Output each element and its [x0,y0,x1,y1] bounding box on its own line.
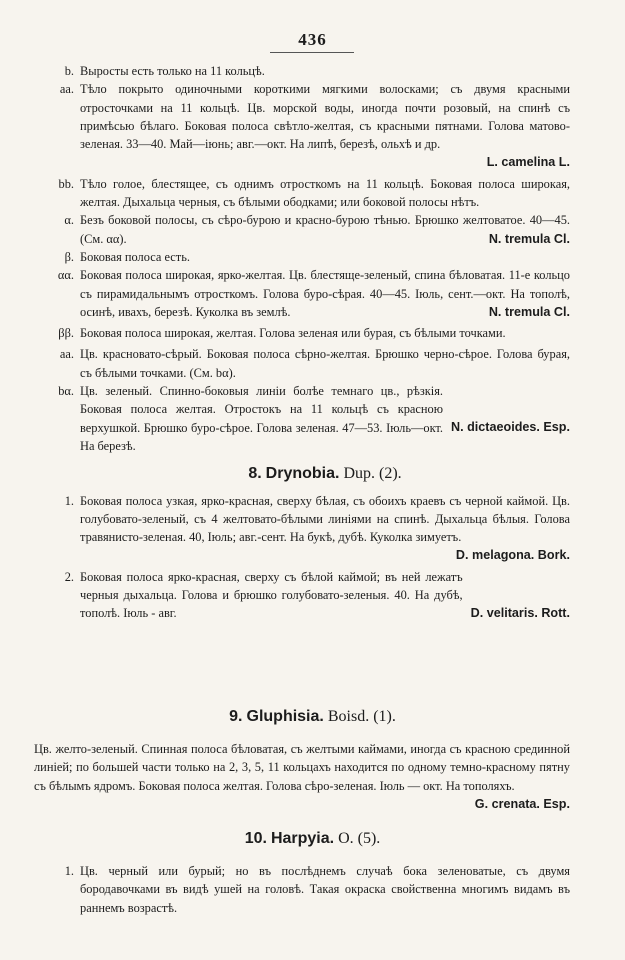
key-text: Выросты есть только на 11 кольцѣ. [80,64,265,78]
key-label: 2. [64,569,74,584]
key-text: Боковая полоса широкая, желтая. Голова зеленая или бурая, съ бѣлыми точками. [80,326,506,341]
key-label: aa. [59,347,74,362]
key-entry-beta [64,248,570,266]
genus-heading-harpyia [0,830,625,848]
species-name: N. dictaeoides. Esp. [451,420,570,435]
key-text: Боковая полоса широкая, ярко-желтая. Цв. блестяще-зеленый, спина бѣловатая. 11-е кольцо съ пирамидальнымъ отросткомъ. Голова буро-сѣрая. 40—45. Іюль, сент.—окт. На тополѣ, осинѣ, ивахъ, березѣ. Куколка въ землѣ. [80,268,570,319]
species-name: D. melagona. Bork. [455,548,570,563]
species-name: N. tremula Cl. [488,231,570,246]
genus-number: 8. [248,465,262,483]
key-label: bα. [58,384,74,399]
drynobia-entry-2 [64,568,570,623]
page-body [57,62,570,623]
key-label: b. [64,64,74,78]
key-text: Боковая полоса есть. [80,249,190,264]
key-label: 1. [64,493,74,508]
key-label: bb. [58,176,74,191]
key-label: 1. [64,864,74,878]
genus-author: Boisd. (1). [327,708,396,725]
key-label: ββ. [58,326,74,341]
species-name: G. crenata. Esp. [474,796,570,811]
key-text: Безъ боковой полосы, съ сѣро-бурою и красно-бурою тѣнью. Брюшко желтоватое. 40—45. (См. αα). [80,213,570,246]
species-name: L. camelina L. [486,155,570,170]
key-text: Боковая полоса ярко-красная, сверху съ бѣлой каймой; въ ней лежатъ черныя дыхальца. Голова и брюшко голубовато-зеленыя. 40. На дубѣ, тополѣ. Іюль - авг. [80,569,463,621]
key-entry-beta-beta [58,324,570,342]
key-entry-bb [58,175,570,212]
harpyia-body [64,862,570,917]
species-name: D. velitaris. Rott. [470,605,570,620]
page-number-rule [270,52,354,53]
key-label: αα. [57,268,74,283]
key-text: Боковая полоса узкая, ярко-красная, сверху бѣлая, съ обоихъ краевъ съ черной каймой. Цв. голубовато-зеленый, съ 4 желтовато-бѣлыми линіями на спинѣ. Дыхальца бѣлыя. Голова травянисто-зеленая. 40, Іюль; авг.-сент. На букѣ, дубѣ. Куколка зимуетъ. [80,493,570,545]
genus-author: Dup. (2). [343,465,402,483]
genus-author: O. (5). [338,830,381,847]
genus-number: 10. [244,830,267,847]
genus-name: Harpyia. [270,830,335,847]
harpyia-entry-1 [64,862,570,917]
page-number: 436 [298,30,327,49]
key-entry-aa [59,80,570,171]
drynobia-entry-1 [64,492,570,565]
key-label: β. [64,249,74,264]
description-text: Цв. желто-зеленый. Спинная полоса бѣловатая, съ желтыми каймами, иногда съ красною срединной линіей; по большей части только на 2, 3, 5, 11 кольцахъ находится по одному темно-красному пятну съ бѣлымъ ядромъ. Боковая полоса желтая. Голова сѣро-зеленая. Іюль — окт. На тополяхъ. [34,742,570,793]
key-label: α. [64,213,74,228]
key-entry-alpha-alpha [57,266,570,321]
key-text: Тѣло голое, блестящее, съ однимъ отросткомъ на 11 кольцѣ. Боковая полоса широкая, желтая. Дыхальца черныя, съ бѣлыми ободками; или боковой полосы нѣтъ. [80,176,570,210]
key-entry-alpha [64,211,570,248]
genus-heading-gluphisia [0,708,625,726]
key-text: Цв. красновато-сѣрый. Боковая полоса сѣрно-желтая. Брюшко черно-сѣрое. Голова бурая, съ бѣлыми точками. (См. bα). [80,347,570,380]
key-entry-b-alpha [58,382,570,455]
key-text: Тѣло покрыто одиночными короткими мягкими волосками; съ двумя красными отросточками на 11 кольцѣ. Цв. морской воды, иногда почти розовый, на спинѣ съ примѣсью бѣлаго. Боковая полоса свѣтло-желтая, съ красными пятнами. Голова матово-зеленая. 33—40. Май—іюнь; авг.—окт. На липѣ, березѣ, ольхѣ и др. [80,82,570,152]
key-text: Цв. черный или бурый; но въ послѣднемъ случаѣ бока зеленоватые, съ двумя бородавочками въ видѣ ушей на головѣ. Такая окраска свойственна многимъ видамъ въ раннемъ возрастѣ. [80,864,570,915]
species-name: N. tremula Cl. [488,304,570,319]
key-text: Цв. зеленый. Спинно-боковыя линіи болѣе темнаго цв., рѣзкія. Боковая полоса желтая. Отростокъ на 11 кольцѣ съ красною верхушкой. Брюшко буро-сѣрое. Голова зеленая. 47—53. Іюль—окт. На березѣ. [80,384,444,453]
genus-heading-drynobia [80,465,570,483]
gluphisia-description [34,740,570,813]
genus-number: 9. [229,708,243,725]
genus-name: Drynobia. [265,465,340,483]
key-entry-aa2 [59,345,570,382]
genus-name: Gluphisia. [246,708,324,725]
key-label: aa. [59,82,74,97]
key-entry-b [64,62,570,80]
